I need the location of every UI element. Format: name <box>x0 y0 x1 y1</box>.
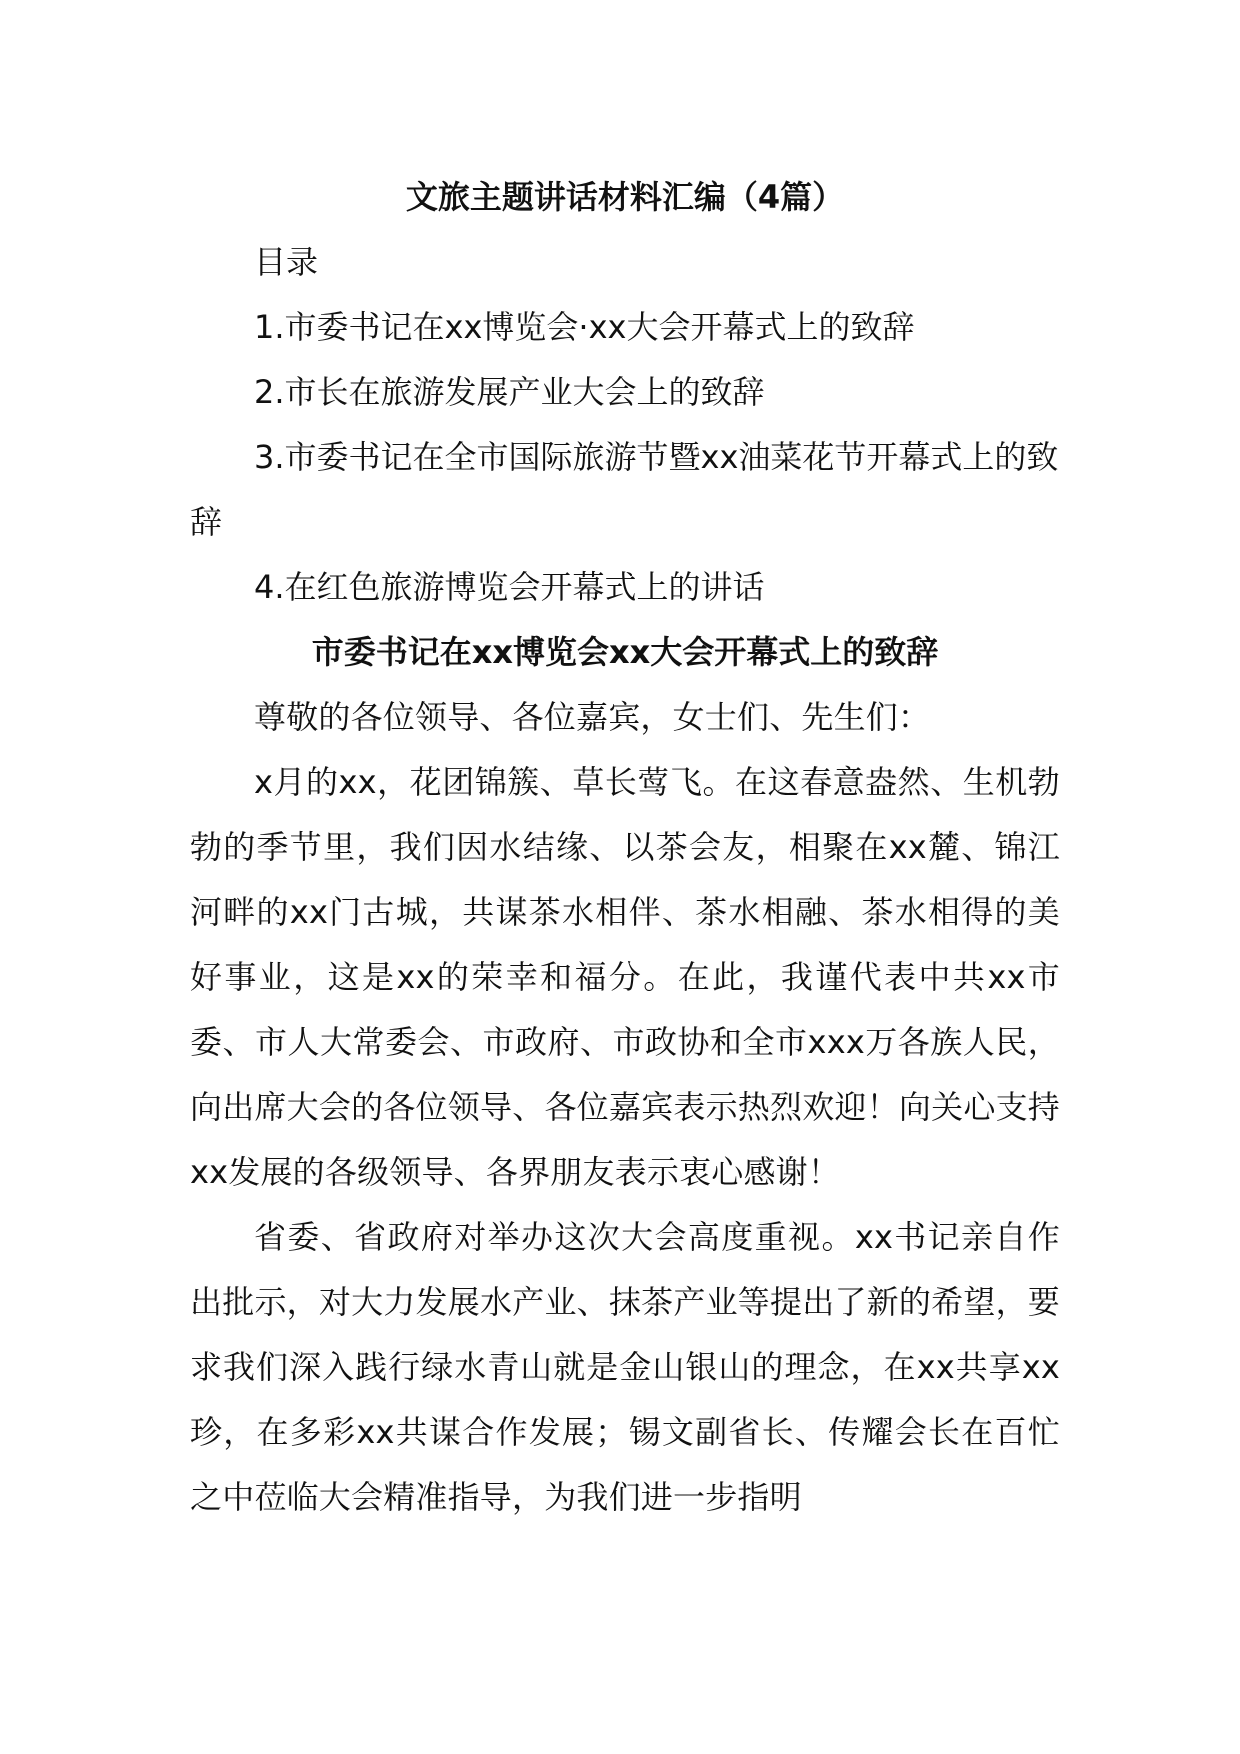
toc-heading: 目录 <box>254 243 319 281</box>
toc-item: 2.市长在旅游发展产业大会上的致辞 <box>254 373 765 411</box>
toc-item: 4.在红色旅游博览会开幕式上的讲话 <box>254 568 765 606</box>
body-paragraph: 省委、省政府对举办这次大会高度重视。xx书记亲自作出批示，对大力发展水产业、抹茶产业等提出了新的希望，要求我们深入践行绿水青山就是金山银山的理念，在xx共享xx珍，在多彩xx共谋合作发展；锡文副省长、传耀会长在百忙之中莅临大会精准指导，为我们进一步指明 <box>190 1218 1060 1516</box>
toc-item: 1.市委书记在xx博览会·xx大会开幕式上的致辞 <box>254 308 915 346</box>
body-paragraph: x月的xx，花团锦簇、草长莺飞。在这春意盎然、生机勃勃的季节里，我们因水结缘、以茶会友，相聚在xx麓、锦江河畔的xx门古城，共谋茶水相伴、茶水相融、茶水相得的美好事业，这是xx的荣幸和福分。在此，我谨代表中共xx市委、市人大常委会、市政府、市政协和全市xxx万各族人民，向出席大会的各位领导、各位嘉宾表示热烈欢迎！向关心支持xx发展的各级领导、各界朋友表示衷心感谢！ <box>190 763 1060 1191</box>
toc-item: 3.市委书记在全市国际旅游节暨xx油菜花节开幕式上的致辞 <box>190 438 1059 541</box>
document-page <box>190 165 1060 1530</box>
document-title: 文旅主题讲话材料汇编（4篇） <box>405 178 845 216</box>
section-title: 市委书记在xx博览会xx大会开幕式上的致辞 <box>311 633 939 671</box>
body-paragraph: 尊敬的各位领导、各位嘉宾，女士们、先生们： <box>254 698 931 736</box>
